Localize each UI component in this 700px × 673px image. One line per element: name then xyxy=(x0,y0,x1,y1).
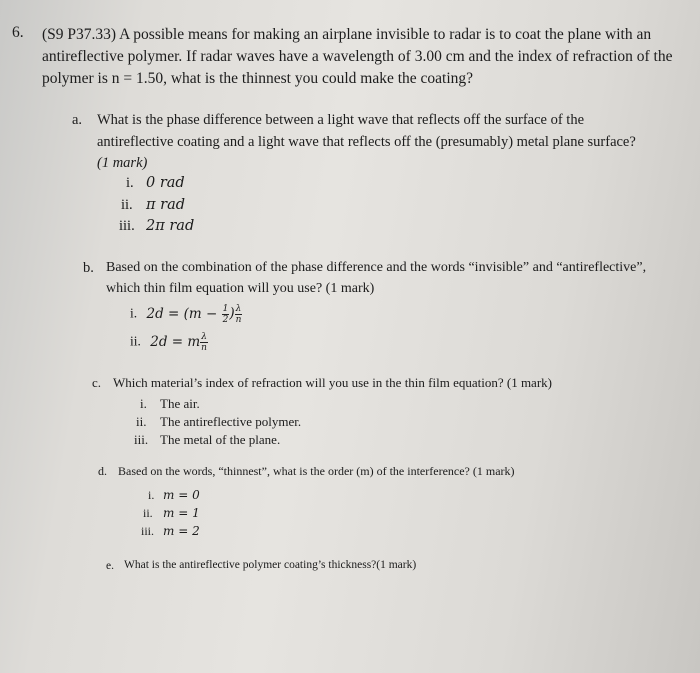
part-d-option-2-num: ii. xyxy=(143,506,153,520)
part-c-option-3: The metal of the plane. xyxy=(160,432,281,447)
part-b-line-2: which thin film equation will you use? (1 mark) xyxy=(106,281,375,296)
question-stem-line-2: antireflective polymer. If radar waves have a wavelength of 3.00 cm and the index of refraction of the xyxy=(42,48,673,65)
part-a-option-1: 0 rad xyxy=(146,175,185,191)
part-b-option-1-mid: ) xyxy=(229,305,235,322)
part-b-option-2-fraction xyxy=(200,332,208,353)
part-b-line-1: Based on the combination of the phase difference and the words “invisible” and “antireflective”, xyxy=(106,260,647,275)
part-d-option-2: m = 1 xyxy=(163,506,200,520)
part-a-option-2: π rad xyxy=(146,197,185,213)
part-d-option-3-num: iii. xyxy=(141,524,155,538)
part-b-option-1-lhs: 2d = (m − xyxy=(146,305,222,322)
part-b-option-1-half-den: 2 xyxy=(222,315,229,325)
part-b-option-1-fraction xyxy=(235,304,243,325)
question-number: 6. xyxy=(12,24,24,41)
part-a-line-2: antireflective coating and a light wave that reflects off the (presumably) metal plane surface? xyxy=(97,134,636,150)
part-c-option-1: The air. xyxy=(160,396,200,411)
part-b-letter: b. xyxy=(83,260,94,276)
part-b-option-2 xyxy=(130,332,208,353)
part-c-option-2-num: ii. xyxy=(136,414,147,429)
question-stem-line-3: polymer is n = 1.50, what is the thinnest you could make the coating? xyxy=(42,70,474,87)
part-a-option-1-num: i. xyxy=(126,175,134,191)
part-b-option-2-frac-den: n xyxy=(201,343,207,353)
part-c-option-2: The antireflective polymer. xyxy=(160,414,302,429)
part-b-option-1 xyxy=(130,304,242,325)
part-c-letter: c. xyxy=(92,375,102,390)
part-c-option-1-num: i. xyxy=(140,396,147,411)
part-c-option-3-num: iii. xyxy=(134,432,149,447)
part-a-option-3: 2π rad xyxy=(146,218,195,234)
part-d-option-1: m = 0 xyxy=(163,488,200,502)
part-d-option-1-num: i. xyxy=(148,488,155,502)
part-a-line-3: (1 mark) xyxy=(97,155,148,171)
part-a-letter: a. xyxy=(72,112,83,128)
part-b-option-1-half-num: 1 xyxy=(222,304,229,314)
part-d-option-3: m = 2 xyxy=(163,524,200,538)
part-e-letter: e. xyxy=(106,560,114,572)
part-b-option-2-frac-num: λ xyxy=(201,332,207,342)
part-a-option-2-num: ii. xyxy=(121,197,133,213)
part-b-option-2-lhs: 2d = m xyxy=(150,333,201,350)
part-b-option-1-num: i. xyxy=(130,305,138,321)
question-stem-line-1: (S9 P37.33) A possible means for making an airplane invisible to radar is to coat the plane with an xyxy=(42,26,652,43)
part-a-line-1: What is the phase difference between a light wave that reflects off the surface of the xyxy=(97,112,585,128)
part-b-option-1-frac-den: n xyxy=(235,315,242,325)
part-b-option-1-frac-num: λ xyxy=(235,304,242,314)
part-d-letter: d. xyxy=(98,464,107,478)
part-b-option-2-num: ii. xyxy=(130,333,141,349)
part-e-line-1: What is the antireflective polymer coating’s thickness?(1 mark) xyxy=(124,559,417,571)
part-d-line-1: Based on the words, “thinnest”, what is the order (m) of the interference? (1 mark) xyxy=(118,464,515,478)
part-c-line-1: Which material’s index of refraction will you use in the thin film equation? (1 mark) xyxy=(113,375,552,390)
part-a-option-3-num: iii. xyxy=(119,218,135,234)
